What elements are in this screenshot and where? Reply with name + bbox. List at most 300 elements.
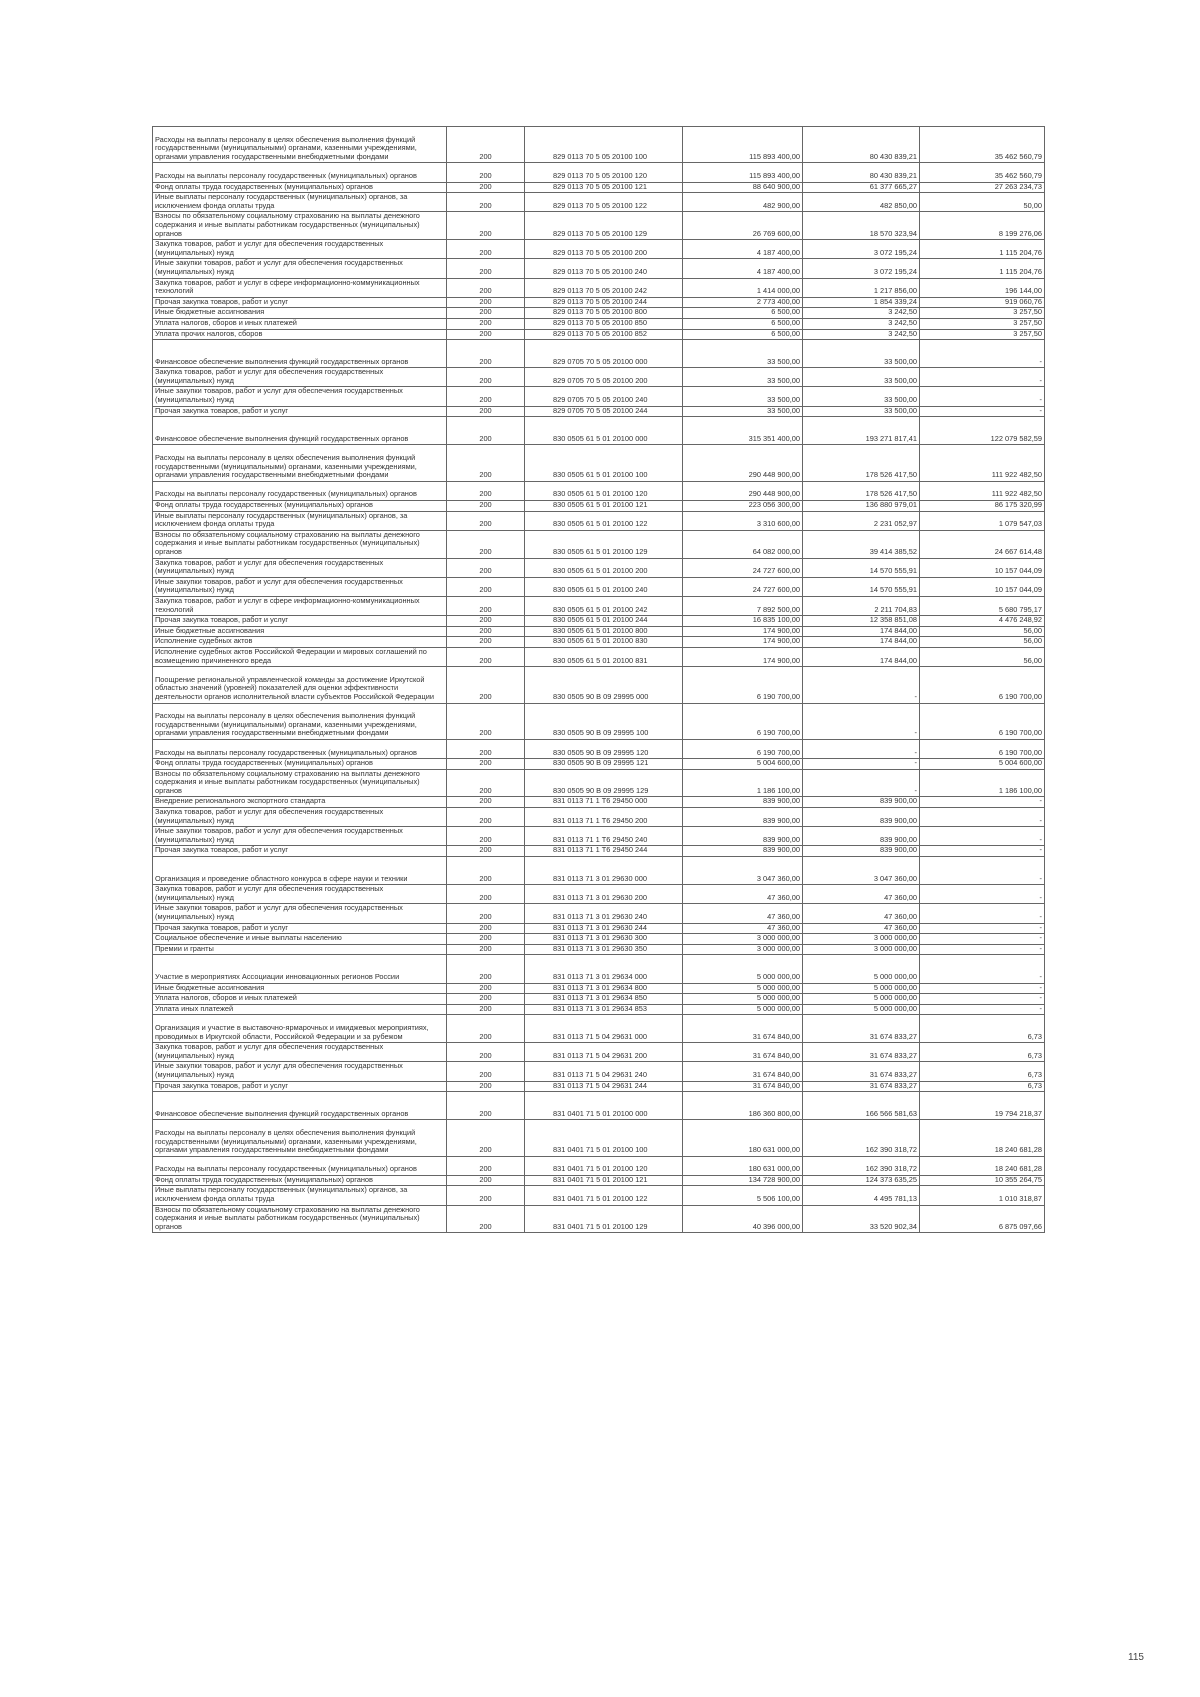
unexecuted-amount-cell: 1 186 100,00 [920, 769, 1045, 797]
approved-amount-cell: 6 190 700,00 [683, 703, 803, 739]
table-row [153, 577, 1045, 596]
row-name-cell: Закупка товаров, работ и услуг для обеспечения государственных (муниципальных) нужд [153, 1043, 447, 1062]
executed-amount-cell: 3 072 195,24 [803, 240, 920, 259]
table-row [153, 1175, 1045, 1186]
row-name-cell: Иные закупки товаров, работ и услуг для обеспечения государственных (муниципальных) нужд [153, 827, 447, 846]
line-code-cell: 200 [447, 769, 525, 797]
unexecuted-amount-cell: 56,00 [920, 647, 1045, 666]
row-name-cell: Взносы по обязательному социальному страхованию на выплаты денежного содержания и иные выплаты работникам государственных (муниципальных) органов [153, 1205, 447, 1233]
budget-execution-table [152, 126, 1045, 1233]
row-name-cell: Закупка товаров, работ и услуг в сфере информационно-коммуникационных технологий [153, 596, 447, 615]
executed-amount-cell: - [803, 769, 920, 797]
budget-code-cell: 831 0401 71 5 01 20100 000 [525, 1092, 683, 1120]
budget-code-cell: 831 0113 71 3 01 29634 000 [525, 955, 683, 983]
line-code-cell: 200 [447, 703, 525, 739]
table-row [153, 182, 1045, 193]
line-code-cell: 200 [447, 994, 525, 1005]
budget-code-cell: 829 0113 70 5 05 20100 100 [525, 127, 683, 163]
unexecuted-amount-cell: 5 680 795,17 [920, 596, 1045, 615]
approved-amount-cell: 174 900,00 [683, 637, 803, 648]
table-row [153, 647, 1045, 666]
budget-code-cell: 829 0113 70 5 05 20100 122 [525, 193, 683, 212]
table-row [153, 1004, 1045, 1015]
budget-code-cell: 831 0113 71 3 01 29630 240 [525, 904, 683, 923]
approved-amount-cell: 839 900,00 [683, 808, 803, 827]
row-name-cell: Закупка товаров, работ и услуг для обеспечения государственных (муниципальных) нужд [153, 368, 447, 387]
row-name-cell: Иные выплаты персоналу государственных (муниципальных) органов, за исключением фонда оплаты труда [153, 511, 447, 530]
line-code-cell: 200 [447, 1043, 525, 1062]
row-name-cell: Социальное обеспечение и иные выплаты населению [153, 934, 447, 945]
table-row [153, 329, 1045, 340]
executed-amount-cell: 33 500,00 [803, 368, 920, 387]
budget-code-cell: 830 0505 61 5 01 20100 244 [525, 616, 683, 627]
executed-amount-cell: - [803, 759, 920, 770]
table-row [153, 797, 1045, 808]
row-name-cell: Расходы на выплаты персоналу государственных (муниципальных) органов [153, 1156, 447, 1175]
table-row [153, 667, 1045, 703]
approved-amount-cell: 47 360,00 [683, 904, 803, 923]
table-row [153, 904, 1045, 923]
row-name-cell: Фонд оплаты труда государственных (муниципальных) органов [153, 759, 447, 770]
budget-code-cell: 830 0505 61 5 01 20100 242 [525, 596, 683, 615]
line-code-cell: 200 [447, 955, 525, 983]
table-row [153, 846, 1045, 857]
row-name-cell: Премии и гранты [153, 944, 447, 955]
executed-amount-cell: 3 000 000,00 [803, 934, 920, 945]
executed-amount-cell: 174 844,00 [803, 637, 920, 648]
unexecuted-amount-cell: - [920, 904, 1045, 923]
unexecuted-amount-cell: 10 157 044,09 [920, 558, 1045, 577]
executed-amount-cell: 162 390 318,72 [803, 1120, 920, 1156]
unexecuted-amount-cell: - [920, 340, 1045, 368]
budget-code-cell: 830 0505 61 5 01 20100 830 [525, 637, 683, 648]
table-row [153, 857, 1045, 885]
table-row [153, 340, 1045, 368]
table-row [153, 387, 1045, 406]
budget-code-cell: 829 0705 70 5 05 20100 000 [525, 340, 683, 368]
approved-amount-cell: 180 631 000,00 [683, 1156, 803, 1175]
unexecuted-amount-cell: 18 240 681,28 [920, 1120, 1045, 1156]
unexecuted-amount-cell: 3 257,50 [920, 329, 1045, 340]
row-name-cell: Фонд оплаты труда государственных (муниципальных) органов [153, 1175, 447, 1186]
unexecuted-amount-cell: 6 190 700,00 [920, 667, 1045, 703]
unexecuted-amount-cell: 1 115 204,76 [920, 240, 1045, 259]
approved-amount-cell: 186 360 800,00 [683, 1092, 803, 1120]
budget-code-cell: 831 0113 71 3 01 29634 800 [525, 983, 683, 994]
executed-amount-cell: 3 242,50 [803, 308, 920, 319]
approved-amount-cell: 7 892 500,00 [683, 596, 803, 615]
executed-amount-cell: 31 674 833,27 [803, 1081, 920, 1092]
row-name-cell: Расходы на выплаты персоналу в целях обеспечения выполнения функций государственными (муниципальными) органами, казенными учреждениями, органами управления государственными внебюджетными фондами [153, 1120, 447, 1156]
line-code-cell: 200 [447, 759, 525, 770]
approved-amount-cell: 31 674 840,00 [683, 1062, 803, 1081]
row-name-cell: Прочая закупка товаров, работ и услуг [153, 616, 447, 627]
table-row [153, 417, 1045, 445]
unexecuted-amount-cell: - [920, 406, 1045, 417]
executed-amount-cell: 178 526 417,50 [803, 481, 920, 500]
line-code-cell: 200 [447, 318, 525, 329]
executed-amount-cell: 14 570 555,91 [803, 577, 920, 596]
budget-code-cell: 829 0113 70 5 05 20100 200 [525, 240, 683, 259]
approved-amount-cell: 31 674 840,00 [683, 1081, 803, 1092]
line-code-cell: 200 [447, 846, 525, 857]
row-name-cell: Прочая закупка товаров, работ и услуг [153, 1081, 447, 1092]
table-row [153, 511, 1045, 530]
executed-amount-cell: 166 566 581,63 [803, 1092, 920, 1120]
executed-amount-cell: 33 500,00 [803, 406, 920, 417]
unexecuted-amount-cell: 19 794 218,37 [920, 1092, 1045, 1120]
executed-amount-cell: 80 430 839,21 [803, 163, 920, 182]
line-code-cell: 200 [447, 934, 525, 945]
approved-amount-cell: 174 900,00 [683, 626, 803, 637]
executed-amount-cell: 1 217 856,00 [803, 278, 920, 297]
executed-amount-cell: 174 844,00 [803, 647, 920, 666]
budget-code-cell: 830 0505 90 В 09 29995 121 [525, 759, 683, 770]
executed-amount-cell: 174 844,00 [803, 626, 920, 637]
budget-code-cell: 831 0113 71 3 01 29630 244 [525, 923, 683, 934]
table-row [153, 445, 1045, 481]
approved-amount-cell: 223 056 300,00 [683, 501, 803, 512]
row-name-cell: Закупка товаров, работ и услуг для обеспечения государственных (муниципальных) нужд [153, 558, 447, 577]
table-row [153, 1120, 1045, 1156]
unexecuted-amount-cell: 35 462 560,79 [920, 127, 1045, 163]
line-code-cell: 200 [447, 212, 525, 240]
table-row [153, 297, 1045, 308]
row-name-cell: Иные закупки товаров, работ и услуг для обеспечения государственных (муниципальных) нужд [153, 387, 447, 406]
row-name-cell: Фонд оплаты труда государственных (муниципальных) органов [153, 182, 447, 193]
approved-amount-cell: 5 004 600,00 [683, 759, 803, 770]
executed-amount-cell: 39 414 385,52 [803, 530, 920, 558]
approved-amount-cell: 47 360,00 [683, 923, 803, 934]
unexecuted-amount-cell: - [920, 934, 1045, 945]
executed-amount-cell: 5 000 000,00 [803, 1004, 920, 1015]
row-name-cell: Взносы по обязательному социальному страхованию на выплаты денежного содержания и иные выплаты работникам государственных (муниципальных) органов [153, 530, 447, 558]
approved-amount-cell: 839 900,00 [683, 797, 803, 808]
line-code-cell: 200 [447, 1175, 525, 1186]
table-row [153, 626, 1045, 637]
budget-code-cell: 829 0113 70 5 05 20100 120 [525, 163, 683, 182]
row-name-cell: Уплата иных платежей [153, 1004, 447, 1015]
row-name-cell: Прочая закупка товаров, работ и услуг [153, 297, 447, 308]
row-name-cell: Расходы на выплаты персоналу государственных (муниципальных) органов [153, 739, 447, 758]
budget-code-cell: 830 0505 61 5 01 20100 831 [525, 647, 683, 666]
table-row [153, 616, 1045, 627]
unexecuted-amount-cell: - [920, 983, 1045, 994]
executed-amount-cell: 14 570 555,91 [803, 558, 920, 577]
line-code-cell: 200 [447, 626, 525, 637]
line-code-cell: 200 [447, 637, 525, 648]
unexecuted-amount-cell: - [920, 797, 1045, 808]
approved-amount-cell: 3 310 600,00 [683, 511, 803, 530]
line-code-cell: 200 [447, 647, 525, 666]
row-name-cell: Финансовое обеспечение выполнения функций государственных органов [153, 417, 447, 445]
row-name-cell: Внедрение регионального экспортного стандарта [153, 797, 447, 808]
approved-amount-cell: 6 500,00 [683, 318, 803, 329]
executed-amount-cell: 3 072 195,24 [803, 259, 920, 278]
table-row [153, 240, 1045, 259]
line-code-cell: 200 [447, 193, 525, 212]
unexecuted-amount-cell: 111 922 482,50 [920, 445, 1045, 481]
executed-amount-cell: 12 358 851,08 [803, 616, 920, 627]
executed-amount-cell: 47 360,00 [803, 904, 920, 923]
line-code-cell: 200 [447, 577, 525, 596]
executed-amount-cell: 3 000 000,00 [803, 944, 920, 955]
executed-amount-cell: 31 674 833,27 [803, 1043, 920, 1062]
executed-amount-cell: 33 500,00 [803, 340, 920, 368]
unexecuted-amount-cell: - [920, 955, 1045, 983]
unexecuted-amount-cell: 111 922 482,50 [920, 481, 1045, 500]
line-code-cell: 200 [447, 1004, 525, 1015]
budget-code-cell: 829 0113 70 5 05 20100 852 [525, 329, 683, 340]
executed-amount-cell: 3 047 360,00 [803, 857, 920, 885]
unexecuted-amount-cell: 1 010 318,87 [920, 1186, 1045, 1205]
budget-code-cell: 830 0505 61 5 01 20100 240 [525, 577, 683, 596]
budget-code-cell: 830 0505 90 В 09 29995 129 [525, 769, 683, 797]
row-name-cell: Уплата налогов, сборов и иных платежей [153, 994, 447, 1005]
unexecuted-amount-cell: - [920, 808, 1045, 827]
approved-amount-cell: 115 893 400,00 [683, 163, 803, 182]
line-code-cell: 200 [447, 387, 525, 406]
executed-amount-cell: 18 570 323,94 [803, 212, 920, 240]
unexecuted-amount-cell: 919 060,76 [920, 297, 1045, 308]
unexecuted-amount-cell: 6 190 700,00 [920, 739, 1045, 758]
executed-amount-cell: 136 880 979,01 [803, 501, 920, 512]
budget-code-cell: 829 0113 70 5 05 20100 850 [525, 318, 683, 329]
unexecuted-amount-cell: 4 476 248,92 [920, 616, 1045, 627]
row-name-cell: Уплата прочих налогов, сборов [153, 329, 447, 340]
budget-code-cell: 831 0113 71 1 Т6 29450 000 [525, 797, 683, 808]
approved-amount-cell: 31 674 840,00 [683, 1015, 803, 1043]
line-code-cell: 200 [447, 501, 525, 512]
budget-code-cell: 829 0113 70 5 05 20100 242 [525, 278, 683, 297]
approved-amount-cell: 180 631 000,00 [683, 1120, 803, 1156]
table-row [153, 1156, 1045, 1175]
budget-code-cell: 831 0113 71 3 01 29630 200 [525, 885, 683, 904]
table-row [153, 769, 1045, 797]
budget-code-cell: 831 0113 71 1 Т6 29450 244 [525, 846, 683, 857]
line-code-cell: 200 [447, 797, 525, 808]
table-row [153, 368, 1045, 387]
line-code-cell: 200 [447, 240, 525, 259]
table-row [153, 923, 1045, 934]
executed-amount-cell: 178 526 417,50 [803, 445, 920, 481]
row-name-cell: Уплата налогов, сборов и иных платежей [153, 318, 447, 329]
row-name-cell: Иные закупки товаров, работ и услуг для обеспечения государственных (муниципальных) нужд [153, 577, 447, 596]
executed-amount-cell: 33 520 902,34 [803, 1205, 920, 1233]
approved-amount-cell: 3 047 360,00 [683, 857, 803, 885]
unexecuted-amount-cell: 35 462 560,79 [920, 163, 1045, 182]
line-code-cell: 200 [447, 297, 525, 308]
executed-amount-cell: 47 360,00 [803, 885, 920, 904]
approved-amount-cell: 115 893 400,00 [683, 127, 803, 163]
table-row [153, 1186, 1045, 1205]
unexecuted-amount-cell: - [920, 885, 1045, 904]
approved-amount-cell: 1 414 000,00 [683, 278, 803, 297]
table-row [153, 934, 1045, 945]
executed-amount-cell: 3 242,50 [803, 318, 920, 329]
row-name-cell: Закупка товаров, работ и услуг в сфере информационно-коммуникационных технологий [153, 278, 447, 297]
approved-amount-cell: 6 190 700,00 [683, 739, 803, 758]
budget-code-cell: 831 0113 71 3 01 29630 300 [525, 934, 683, 945]
table-row [153, 212, 1045, 240]
budget-code-cell: 830 0505 90 В 09 29995 100 [525, 703, 683, 739]
table-row [153, 827, 1045, 846]
row-name-cell: Финансовое обеспечение выполнения функций государственных органов [153, 340, 447, 368]
budget-code-cell: 830 0505 61 5 01 20100 200 [525, 558, 683, 577]
row-name-cell: Прочая закупка товаров, работ и услуг [153, 406, 447, 417]
line-code-cell: 200 [447, 904, 525, 923]
line-code-cell: 200 [447, 511, 525, 530]
line-code-cell: 200 [447, 923, 525, 934]
table-row [153, 944, 1045, 955]
approved-amount-cell: 64 082 000,00 [683, 530, 803, 558]
approved-amount-cell: 315 351 400,00 [683, 417, 803, 445]
line-code-cell: 200 [447, 944, 525, 955]
table-row [153, 994, 1045, 1005]
unexecuted-amount-cell: - [920, 1004, 1045, 1015]
row-name-cell: Иные бюджетные ассигнования [153, 983, 447, 994]
table-row [153, 596, 1045, 615]
executed-amount-cell: 193 271 817,41 [803, 417, 920, 445]
table-row [153, 885, 1045, 904]
unexecuted-amount-cell: - [920, 827, 1045, 846]
line-code-cell: 200 [447, 983, 525, 994]
row-name-cell: Финансовое обеспечение выполнения функций государственных органов [153, 1092, 447, 1120]
budget-code-cell: 829 0113 70 5 05 20100 129 [525, 212, 683, 240]
executed-amount-cell: 839 900,00 [803, 808, 920, 827]
unexecuted-amount-cell: 6,73 [920, 1062, 1045, 1081]
unexecuted-amount-cell: 3 257,50 [920, 308, 1045, 319]
row-name-cell: Расходы на выплаты персоналу в целях обеспечения выполнения функций государственными (муниципальными) органами, казенными учреждениями, органами управления государственными внебюджетными фондами [153, 445, 447, 481]
unexecuted-amount-cell: 1 115 204,76 [920, 259, 1045, 278]
approved-amount-cell: 1 186 100,00 [683, 769, 803, 797]
approved-amount-cell: 33 500,00 [683, 368, 803, 387]
unexecuted-amount-cell: 3 257,50 [920, 318, 1045, 329]
table-row [153, 530, 1045, 558]
executed-amount-cell: 2 211 704,83 [803, 596, 920, 615]
table-row [153, 1015, 1045, 1043]
executed-amount-cell: 3 242,50 [803, 329, 920, 340]
budget-code-cell: 830 0505 61 5 01 20100 121 [525, 501, 683, 512]
budget-code-cell: 831 0113 71 5 04 29631 200 [525, 1043, 683, 1062]
budget-code-cell: 831 0401 71 5 01 20100 122 [525, 1186, 683, 1205]
unexecuted-amount-cell: 5 004 600,00 [920, 759, 1045, 770]
row-name-cell: Расходы на выплаты персоналу государственных (муниципальных) органов [153, 481, 447, 500]
approved-amount-cell: 31 674 840,00 [683, 1043, 803, 1062]
table-row [153, 259, 1045, 278]
unexecuted-amount-cell: 24 667 614,48 [920, 530, 1045, 558]
executed-amount-cell: 839 900,00 [803, 827, 920, 846]
budget-code-cell: 829 0705 70 5 05 20100 244 [525, 406, 683, 417]
executed-amount-cell: 839 900,00 [803, 797, 920, 808]
budget-code-cell: 831 0401 71 5 01 20100 121 [525, 1175, 683, 1186]
table-row [153, 1205, 1045, 1233]
row-name-cell: Закупка товаров, работ и услуг для обеспечения государственных (муниципальных) нужд [153, 808, 447, 827]
approved-amount-cell: 3 000 000,00 [683, 944, 803, 955]
unexecuted-amount-cell: 50,00 [920, 193, 1045, 212]
line-code-cell: 200 [447, 259, 525, 278]
executed-amount-cell: 33 500,00 [803, 387, 920, 406]
row-name-cell: Расходы на выплаты персоналу в целях обеспечения выполнения функций государственными (муниципальными) органами, казенными учреждениями, органами управления государственными внебюджетными фондами [153, 127, 447, 163]
approved-amount-cell: 290 448 900,00 [683, 481, 803, 500]
line-code-cell: 200 [447, 445, 525, 481]
line-code-cell: 200 [447, 739, 525, 758]
line-code-cell: 200 [447, 1205, 525, 1233]
unexecuted-amount-cell: 1 079 547,03 [920, 511, 1045, 530]
table-row [153, 1092, 1045, 1120]
approved-amount-cell: 88 640 900,00 [683, 182, 803, 193]
line-code-cell: 200 [447, 1156, 525, 1175]
table-row [153, 193, 1045, 212]
executed-amount-cell: 4 495 781,13 [803, 1186, 920, 1205]
budget-code-cell: 831 0113 71 5 04 29631 000 [525, 1015, 683, 1043]
table-body [153, 127, 1045, 1233]
unexecuted-amount-cell: - [920, 944, 1045, 955]
row-name-cell: Участие в мероприятиях Ассоциации инновационных регионов России [153, 955, 447, 983]
row-name-cell: Иные бюджетные ассигнования [153, 626, 447, 637]
row-name-cell: Взносы по обязательному социальному страхованию на выплаты денежного содержания и иные выплаты работникам государственных (муниципальных) органов [153, 769, 447, 797]
approved-amount-cell: 40 396 000,00 [683, 1205, 803, 1233]
approved-amount-cell: 5 000 000,00 [683, 994, 803, 1005]
executed-amount-cell: 5 000 000,00 [803, 955, 920, 983]
approved-amount-cell: 5 000 000,00 [683, 955, 803, 983]
table-row [153, 759, 1045, 770]
row-name-cell: Исполнение судебных актов Российской Федерации и мировых соглашений по возмещению причиненного вреда [153, 647, 447, 666]
row-name-cell: Закупка товаров, работ и услуг для обеспечения государственных (муниципальных) нужд [153, 240, 447, 259]
budget-code-cell: 831 0113 71 3 01 29634 850 [525, 994, 683, 1005]
budget-code-cell: 829 0113 70 5 05 20100 240 [525, 259, 683, 278]
unexecuted-amount-cell: - [920, 387, 1045, 406]
table-row [153, 703, 1045, 739]
executed-amount-cell: - [803, 739, 920, 758]
approved-amount-cell: 2 773 400,00 [683, 297, 803, 308]
budget-code-cell: 831 0113 71 1 Т6 29450 200 [525, 808, 683, 827]
approved-amount-cell: 47 360,00 [683, 885, 803, 904]
line-code-cell: 200 [447, 616, 525, 627]
row-name-cell: Организация и проведение областного конкурса в сфере науки и техники [153, 857, 447, 885]
page-number: 115 [1128, 1652, 1144, 1663]
row-name-cell: Иные закупки товаров, работ и услуг для обеспечения государственных (муниципальных) нужд [153, 1062, 447, 1081]
budget-code-cell: 829 0705 70 5 05 20100 240 [525, 387, 683, 406]
row-name-cell: Фонд оплаты труда государственных (муниципальных) органов [153, 501, 447, 512]
table-row [153, 163, 1045, 182]
unexecuted-amount-cell: - [920, 368, 1045, 387]
line-code-cell: 200 [447, 368, 525, 387]
budget-code-cell: 830 0505 61 5 01 20100 120 [525, 481, 683, 500]
approved-amount-cell: 33 500,00 [683, 406, 803, 417]
unexecuted-amount-cell: 18 240 681,28 [920, 1156, 1045, 1175]
budget-code-cell: 830 0505 61 5 01 20100 122 [525, 511, 683, 530]
row-name-cell: Прочая закупка товаров, работ и услуг [153, 923, 447, 934]
approved-amount-cell: 6 500,00 [683, 308, 803, 319]
unexecuted-amount-cell: 6 190 700,00 [920, 703, 1045, 739]
table-row [153, 1081, 1045, 1092]
executed-amount-cell: - [803, 703, 920, 739]
unexecuted-amount-cell: 6,73 [920, 1043, 1045, 1062]
budget-code-cell: 830 0505 61 5 01 20100 100 [525, 445, 683, 481]
executed-amount-cell: 1 854 339,24 [803, 297, 920, 308]
unexecuted-amount-cell: 10 157 044,09 [920, 577, 1045, 596]
budget-code-cell: 831 0113 71 5 04 29631 244 [525, 1081, 683, 1092]
line-code-cell: 200 [447, 530, 525, 558]
table-row [153, 501, 1045, 512]
unexecuted-amount-cell: - [920, 846, 1045, 857]
line-code-cell: 200 [447, 481, 525, 500]
line-code-cell: 200 [447, 1186, 525, 1205]
unexecuted-amount-cell: - [920, 994, 1045, 1005]
budget-code-cell: 830 0505 61 5 01 20100 800 [525, 626, 683, 637]
executed-amount-cell: 5 000 000,00 [803, 994, 920, 1005]
